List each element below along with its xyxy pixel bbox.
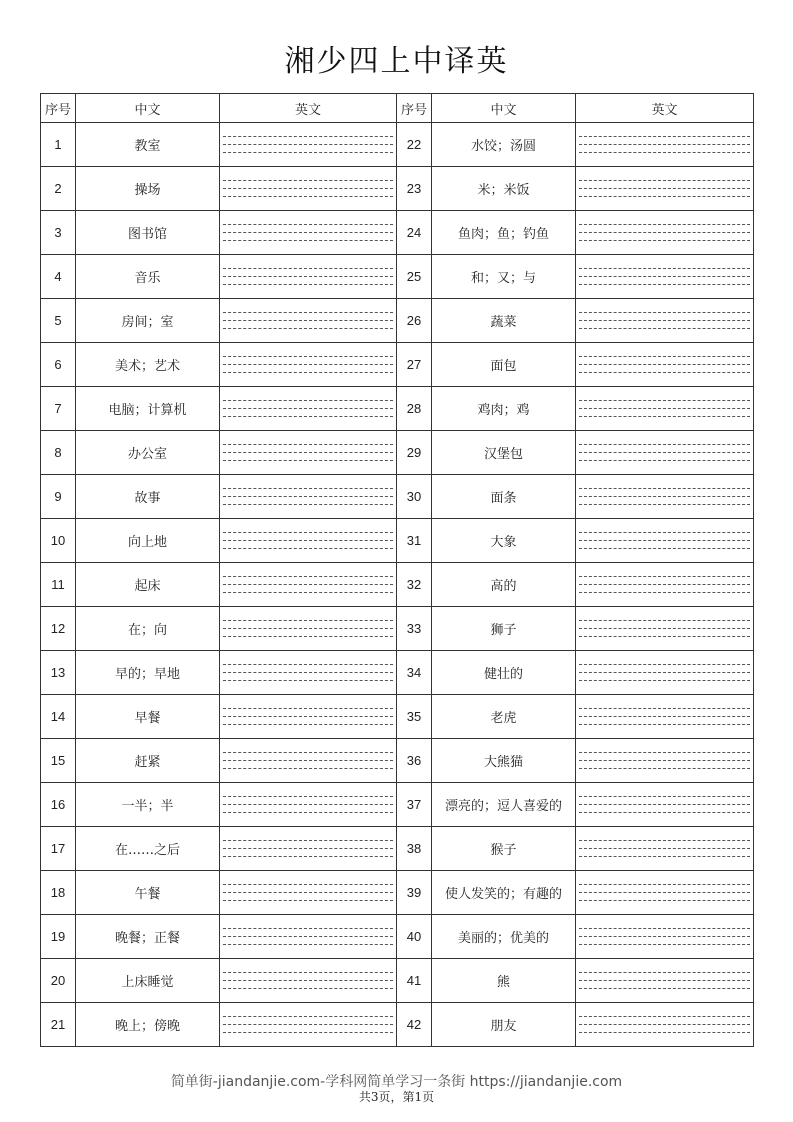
table-row: [41, 739, 754, 783]
english-answer-blank[interactable]: [220, 739, 397, 783]
chinese-term: 办公室: [76, 431, 220, 475]
writing-guide-line: [223, 312, 393, 313]
chinese-term: 漂亮的；逗人喜爱的: [432, 783, 576, 827]
english-answer-blank[interactable]: [576, 915, 754, 959]
footer-page-number: 共3页，第1页: [358, 1090, 435, 1104]
writing-guide-line: [579, 664, 750, 665]
table-row: [41, 519, 754, 563]
item-number: 10: [41, 519, 76, 563]
english-answer-blank[interactable]: [220, 299, 397, 343]
english-answer-blank[interactable]: [576, 739, 754, 783]
english-answer-blank[interactable]: [220, 387, 397, 431]
writing-guide-line: [579, 708, 750, 709]
item-number: 32: [397, 563, 432, 607]
english-answer-blank[interactable]: [576, 167, 754, 211]
writing-guide-line: [579, 944, 750, 945]
english-answer-blank[interactable]: [576, 607, 754, 651]
item-number: 20: [41, 959, 76, 1003]
english-answer-blank[interactable]: [220, 343, 397, 387]
english-answer-blank[interactable]: [576, 475, 754, 519]
item-number: 5: [41, 299, 76, 343]
writing-guide-line: [579, 592, 750, 593]
chinese-term: 赶紧: [76, 739, 220, 783]
chinese-term: 上床睡觉: [76, 959, 220, 1003]
writing-guide-line: [223, 1032, 393, 1033]
writing-guide-line: [579, 576, 750, 577]
table-row: [41, 167, 754, 211]
writing-guide-line: [579, 488, 750, 489]
chinese-term: 在……之后: [76, 827, 220, 871]
writing-guide-line: [579, 416, 750, 417]
writing-guide-line: [579, 180, 750, 181]
table-row: [41, 475, 754, 519]
writing-guide-line: [579, 356, 750, 357]
writing-guide-line: [579, 672, 750, 673]
item-number: 28: [397, 387, 432, 431]
chinese-term: 面包: [432, 343, 576, 387]
english-answer-blank[interactable]: [576, 651, 754, 695]
english-answer-blank[interactable]: [220, 431, 397, 475]
item-number: 33: [397, 607, 432, 651]
item-number: 17: [41, 827, 76, 871]
table-row: [41, 563, 754, 607]
writing-guide-line: [223, 328, 393, 329]
item-number: 3: [41, 211, 76, 255]
chinese-term: 朋友: [432, 1003, 576, 1047]
writing-guide-line: [579, 372, 750, 373]
writing-guide-line: [223, 900, 393, 901]
item-number: 11: [41, 563, 76, 607]
writing-guide-line: [223, 364, 393, 365]
chinese-term: 图书馆: [76, 211, 220, 255]
english-answer-blank[interactable]: [220, 1003, 397, 1047]
writing-guide-line: [223, 664, 393, 665]
writing-guide-line: [223, 136, 393, 137]
writing-guide-line: [223, 284, 393, 285]
writing-guide-line: [579, 620, 750, 621]
writing-guide-line: [579, 856, 750, 857]
writing-guide-line: [579, 444, 750, 445]
item-number: 6: [41, 343, 76, 387]
writing-guide-line: [579, 972, 750, 973]
english-answer-blank[interactable]: [220, 783, 397, 827]
table-row: [41, 607, 754, 651]
writing-guide-line: [223, 232, 393, 233]
english-answer-blank[interactable]: [576, 123, 754, 167]
writing-guide-line: [579, 232, 750, 233]
writing-guide-line: [579, 320, 750, 321]
writing-guide-line: [579, 768, 750, 769]
writing-guide-line: [223, 268, 393, 269]
writing-guide-line: [579, 900, 750, 901]
header-english: 英文: [576, 94, 754, 123]
header-number: 序号: [41, 94, 76, 123]
writing-guide-line: [579, 848, 750, 849]
chinese-term: 使人发笑的；有趣的: [432, 871, 576, 915]
table-row: [41, 255, 754, 299]
table-row: [41, 299, 754, 343]
page-title: 湘少四上中译英: [284, 44, 509, 79]
writing-guide-line: [579, 276, 750, 277]
writing-guide-line: [223, 804, 393, 805]
table-row: [41, 827, 754, 871]
writing-guide-line: [223, 488, 393, 489]
writing-guide-line: [223, 972, 393, 973]
chinese-term: 鸡肉；鸡: [432, 387, 576, 431]
chinese-term: 一半；半: [76, 783, 220, 827]
item-number: 16: [41, 783, 76, 827]
writing-guide-line: [223, 276, 393, 277]
writing-guide-line: [579, 532, 750, 533]
english-answer-blank[interactable]: [576, 211, 754, 255]
writing-guide-line: [579, 796, 750, 797]
writing-guide-line: [223, 716, 393, 717]
chinese-term: 教室: [76, 123, 220, 167]
chinese-term: 电脑；计算机: [76, 387, 220, 431]
chinese-term: 高的: [432, 563, 576, 607]
english-answer-blank[interactable]: [220, 519, 397, 563]
english-answer-blank[interactable]: [576, 695, 754, 739]
writing-guide-line: [579, 136, 750, 137]
writing-guide-line: [579, 1016, 750, 1017]
english-answer-blank[interactable]: [220, 915, 397, 959]
writing-guide-line: [579, 928, 750, 929]
table-body: [41, 123, 754, 1047]
english-answer-blank[interactable]: [576, 299, 754, 343]
table-row: [41, 1003, 754, 1047]
writing-guide-line: [579, 452, 750, 453]
item-number: 26: [397, 299, 432, 343]
writing-guide-line: [223, 848, 393, 849]
item-number: 39: [397, 871, 432, 915]
writing-guide-line: [223, 760, 393, 761]
writing-guide-line: [223, 988, 393, 989]
writing-guide-line: [223, 592, 393, 593]
writing-guide-line: [223, 460, 393, 461]
writing-guide-line: [223, 628, 393, 629]
writing-guide-line: [223, 672, 393, 673]
item-number: 1: [41, 123, 76, 167]
chinese-term: 房间；室: [76, 299, 220, 343]
writing-guide-line: [223, 620, 393, 621]
item-number: 8: [41, 431, 76, 475]
table-row: [41, 783, 754, 827]
chinese-term: 美术；艺术: [76, 343, 220, 387]
english-answer-blank[interactable]: [576, 783, 754, 827]
chinese-term: 汉堡包: [432, 431, 576, 475]
chinese-term: 大象: [432, 519, 576, 563]
table-row: [41, 959, 754, 1003]
writing-guide-line: [223, 144, 393, 145]
writing-guide-line: [579, 540, 750, 541]
chinese-term: 健壮的: [432, 651, 576, 695]
english-answer-blank[interactable]: [576, 343, 754, 387]
writing-guide-line: [223, 196, 393, 197]
writing-guide-line: [579, 460, 750, 461]
writing-guide-line: [579, 840, 750, 841]
english-answer-blank[interactable]: [220, 475, 397, 519]
item-number: 4: [41, 255, 76, 299]
writing-guide-line: [579, 812, 750, 813]
item-number: 30: [397, 475, 432, 519]
writing-guide-line: [223, 928, 393, 929]
writing-guide-line: [223, 372, 393, 373]
item-number: 25: [397, 255, 432, 299]
english-answer-blank[interactable]: [576, 827, 754, 871]
table-row: [41, 123, 754, 167]
table-row: [41, 431, 754, 475]
item-number: 13: [41, 651, 76, 695]
chinese-term: 老虎: [432, 695, 576, 739]
item-number: 31: [397, 519, 432, 563]
writing-guide-line: [223, 856, 393, 857]
writing-guide-line: [223, 180, 393, 181]
writing-guide-line: [223, 240, 393, 241]
writing-guide-line: [223, 884, 393, 885]
writing-guide-line: [579, 680, 750, 681]
item-number: 40: [397, 915, 432, 959]
writing-guide-line: [223, 944, 393, 945]
table-row: [41, 695, 754, 739]
item-number: 38: [397, 827, 432, 871]
chinese-term: 音乐: [76, 255, 220, 299]
writing-guide-line: [579, 364, 750, 365]
writing-guide-line: [579, 752, 750, 753]
chinese-term: 面条: [432, 475, 576, 519]
writing-guide-line: [223, 408, 393, 409]
footer-source: 简单街-jiandanjie.com-学科网简单学习一条街 https://jiandanjie.com: [170, 1074, 623, 1090]
writing-guide-line: [223, 892, 393, 893]
writing-guide-line: [223, 980, 393, 981]
table-row: [41, 387, 754, 431]
writing-guide-line: [223, 452, 393, 453]
item-number: 12: [41, 607, 76, 651]
table-row: [41, 211, 754, 255]
item-number: 21: [41, 1003, 76, 1047]
chinese-term: 蔬菜: [432, 299, 576, 343]
writing-guide-line: [223, 752, 393, 753]
writing-guide-line: [223, 636, 393, 637]
writing-guide-line: [579, 988, 750, 989]
english-answer-blank[interactable]: [220, 607, 397, 651]
item-number: 24: [397, 211, 432, 255]
writing-guide-line: [579, 628, 750, 629]
writing-guide-line: [223, 224, 393, 225]
writing-guide-line: [579, 584, 750, 585]
writing-guide-line: [579, 636, 750, 637]
chinese-term: 米；米饭: [432, 167, 576, 211]
writing-guide-line: [579, 1032, 750, 1033]
item-number: 2: [41, 167, 76, 211]
table-row: [41, 651, 754, 695]
english-answer-blank[interactable]: [576, 255, 754, 299]
chinese-term: 起床: [76, 563, 220, 607]
writing-guide-line: [579, 504, 750, 505]
chinese-term: 鱼肉；鱼；钓鱼: [432, 211, 576, 255]
english-answer-blank[interactable]: [576, 387, 754, 431]
chinese-term: 午餐: [76, 871, 220, 915]
chinese-term: 大熊猫: [432, 739, 576, 783]
table-row: [41, 871, 754, 915]
header-chinese: 中文: [432, 94, 576, 123]
writing-guide-line: [579, 284, 750, 285]
chinese-term: 向上地: [76, 519, 220, 563]
writing-guide-line: [223, 708, 393, 709]
writing-guide-line: [579, 716, 750, 717]
english-answer-blank[interactable]: [220, 123, 397, 167]
writing-guide-line: [223, 576, 393, 577]
english-answer-blank[interactable]: [220, 959, 397, 1003]
writing-guide-line: [579, 152, 750, 153]
item-number: 29: [397, 431, 432, 475]
writing-guide-line: [579, 328, 750, 329]
item-number: 19: [41, 915, 76, 959]
writing-guide-line: [579, 884, 750, 885]
writing-guide-line: [579, 548, 750, 549]
writing-guide-line: [223, 796, 393, 797]
english-answer-blank[interactable]: [220, 871, 397, 915]
writing-guide-line: [223, 1016, 393, 1017]
item-number: 37: [397, 783, 432, 827]
chinese-term: 在；向: [76, 607, 220, 651]
chinese-term: 晚餐；正餐: [76, 915, 220, 959]
item-number: 36: [397, 739, 432, 783]
item-number: 27: [397, 343, 432, 387]
writing-guide-line: [579, 804, 750, 805]
header-chinese: 中文: [76, 94, 220, 123]
chinese-term: 熊: [432, 959, 576, 1003]
writing-guide-line: [223, 444, 393, 445]
writing-guide-line: [579, 892, 750, 893]
english-answer-blank[interactable]: [220, 167, 397, 211]
chinese-term: 故事: [76, 475, 220, 519]
chinese-term: 猴子: [432, 827, 576, 871]
item-number: 41: [397, 959, 432, 1003]
item-number: 14: [41, 695, 76, 739]
item-number: 34: [397, 651, 432, 695]
item-number: 42: [397, 1003, 432, 1047]
chinese-term: 美丽的；优美的: [432, 915, 576, 959]
writing-guide-line: [223, 584, 393, 585]
english-answer-blank[interactable]: [576, 871, 754, 915]
writing-guide-line: [223, 768, 393, 769]
english-answer-blank[interactable]: [220, 695, 397, 739]
item-number: 7: [41, 387, 76, 431]
writing-guide-line: [223, 1024, 393, 1025]
writing-guide-line: [579, 724, 750, 725]
writing-guide-line: [579, 760, 750, 761]
english-answer-blank[interactable]: [220, 255, 397, 299]
item-number: 18: [41, 871, 76, 915]
writing-guide-line: [579, 936, 750, 937]
table-header-row: [41, 94, 754, 123]
item-number: 9: [41, 475, 76, 519]
chinese-term: 狮子: [432, 607, 576, 651]
header-number: 序号: [397, 94, 432, 123]
item-number: 22: [397, 123, 432, 167]
table-row: [41, 915, 754, 959]
chinese-term: 操场: [76, 167, 220, 211]
writing-guide-line: [223, 548, 393, 549]
english-answer-blank[interactable]: [220, 211, 397, 255]
writing-guide-line: [579, 188, 750, 189]
writing-guide-line: [223, 320, 393, 321]
writing-guide-line: [579, 496, 750, 497]
chinese-term: 早餐: [76, 695, 220, 739]
writing-guide-line: [579, 312, 750, 313]
writing-guide-line: [223, 152, 393, 153]
english-answer-blank[interactable]: [220, 827, 397, 871]
chinese-term: 和；又；与: [432, 255, 576, 299]
writing-guide-line: [223, 188, 393, 189]
english-answer-blank[interactable]: [576, 563, 754, 607]
english-answer-blank[interactable]: [576, 959, 754, 1003]
english-answer-blank[interactable]: [220, 563, 397, 607]
writing-guide-line: [223, 724, 393, 725]
chinese-term: 晚上；傍晚: [76, 1003, 220, 1047]
item-number: 35: [397, 695, 432, 739]
writing-guide-line: [579, 240, 750, 241]
writing-guide-line: [223, 936, 393, 937]
writing-guide-line: [579, 980, 750, 981]
writing-guide-line: [579, 144, 750, 145]
writing-guide-line: [223, 812, 393, 813]
writing-guide-line: [579, 408, 750, 409]
writing-guide-line: [223, 496, 393, 497]
writing-guide-line: [579, 400, 750, 401]
writing-guide-line: [223, 680, 393, 681]
english-answer-blank[interactable]: [576, 431, 754, 475]
writing-guide-line: [579, 268, 750, 269]
writing-guide-line: [579, 1024, 750, 1025]
table-row: [41, 343, 754, 387]
item-number: 23: [397, 167, 432, 211]
writing-guide-line: [223, 540, 393, 541]
chinese-term: 早的；早地: [76, 651, 220, 695]
writing-guide-line: [223, 840, 393, 841]
item-number: 15: [41, 739, 76, 783]
writing-guide-line: [223, 532, 393, 533]
vocab-table: [40, 93, 754, 1047]
chinese-term: 水饺；汤圆: [432, 123, 576, 167]
english-answer-blank[interactable]: [576, 519, 754, 563]
writing-guide-line: [223, 504, 393, 505]
writing-guide-line: [223, 400, 393, 401]
english-answer-blank[interactable]: [220, 651, 397, 695]
writing-guide-line: [579, 224, 750, 225]
english-answer-blank[interactable]: [576, 1003, 754, 1047]
header-english: 英文: [220, 94, 397, 123]
writing-guide-line: [223, 416, 393, 417]
writing-guide-line: [579, 196, 750, 197]
writing-guide-line: [223, 356, 393, 357]
